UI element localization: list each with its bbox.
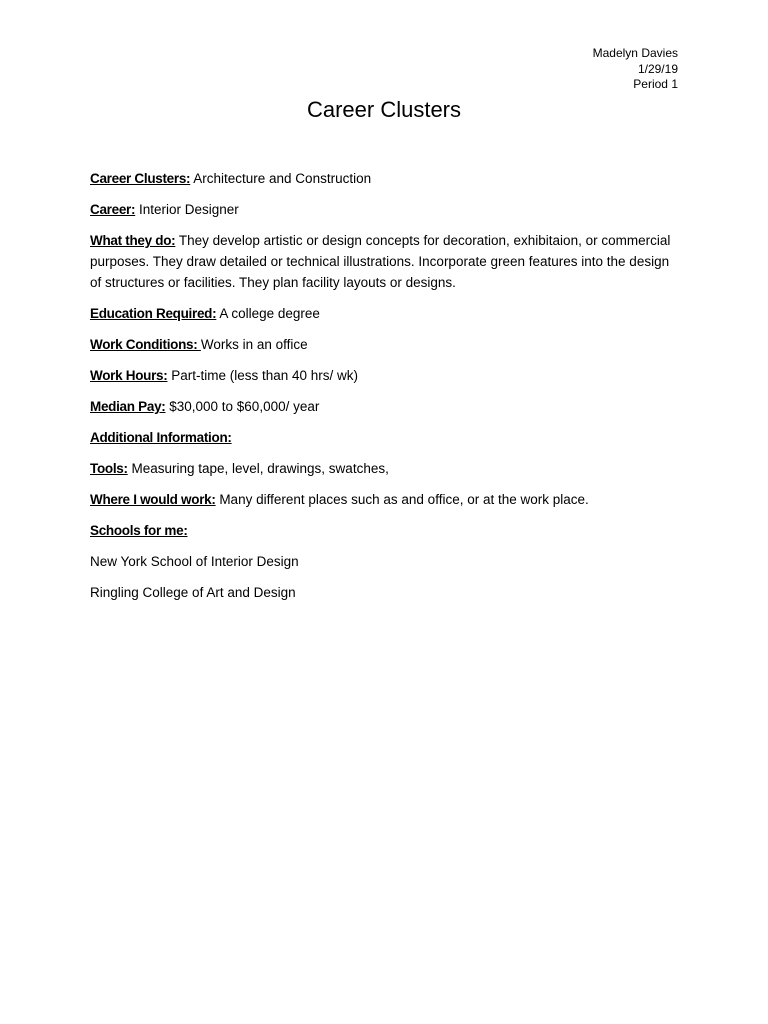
page-title: Career Clusters — [306, 97, 462, 122]
education-line — [90, 303, 680, 324]
schools-label: Schools for me: — [90, 523, 188, 538]
career-line — [90, 199, 680, 220]
career-clusters-line — [90, 168, 680, 189]
school-item: New York School of Interior Design — [90, 554, 299, 569]
work-hours-label: Work Hours: — [90, 368, 168, 383]
career-label: Career: — [90, 202, 136, 217]
median-pay-label: Median Pay: — [90, 399, 166, 414]
tools-value: Measuring tape, level, drawings, swatches, — [127, 461, 389, 476]
what-they-do-label: What they do: — [90, 233, 176, 248]
what-they-do-value: They develop artistic or design concepts for decoration, exhibitaion, or commercial purposes. They draw detailed or technical illustrations. Incorporate green features into the design of structures or facilities. They plan facility layouts or designs. — [90, 233, 671, 290]
career-clusters-label: Career Clusters: — [90, 171, 191, 186]
tools-label: Tools: — [90, 461, 128, 476]
career-clusters-value: Architecture and Construction — [190, 171, 372, 186]
median-pay-line — [90, 396, 680, 417]
schools-line — [90, 520, 680, 541]
where-work-line — [90, 489, 680, 510]
document-date: 1/29/19 — [637, 61, 678, 76]
where-work-value: Many different places such as and office, or at the work place. — [215, 492, 589, 507]
what-they-do-line — [90, 230, 680, 293]
education-label: Education Required: — [90, 306, 217, 321]
where-work-label: Where I would work: — [90, 492, 216, 507]
tools-line — [90, 458, 680, 479]
education-value: A college degree — [216, 306, 320, 321]
work-hours-line — [90, 365, 680, 386]
class-period: Period 1 — [633, 77, 678, 91]
school-item: Ringling College of Art and Design — [90, 585, 296, 600]
author-name: Madelyn Davies — [592, 46, 678, 60]
work-conditions-line — [90, 334, 680, 355]
work-conditions-label: Work Conditions: — [90, 337, 201, 352]
median-pay-value: $30,000 to $60,000/ year — [165, 399, 320, 414]
work-conditions-value: Works in an office — [200, 337, 308, 352]
document-body — [90, 168, 680, 613]
additional-info-line — [90, 427, 680, 448]
career-value: Interior Designer — [135, 202, 239, 217]
header-info — [593, 46, 678, 93]
additional-info-label: Additional Information: — [90, 430, 232, 445]
work-hours-value: Part-time (less than 40 hrs/ wk) — [167, 368, 359, 383]
